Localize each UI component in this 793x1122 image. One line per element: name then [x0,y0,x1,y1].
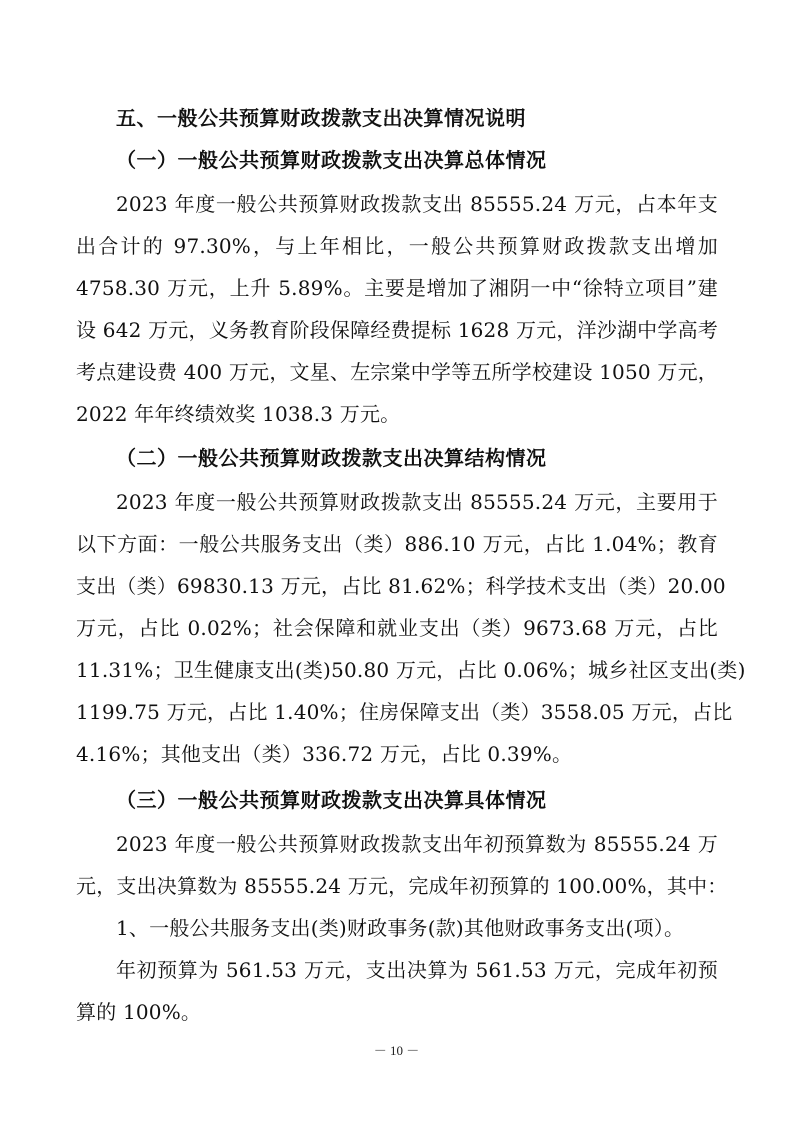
paragraph-line: 年初预算为 561.53 万元，支出决算为 561.53 万元，完成年初预 [116,958,718,982]
paragraph-line: 1、一般公共服务支出(类)财政事务(款)其他财政事务支出(项）。 [116,916,685,940]
paragraph-line: 以下方面：一般公共服务支出（类）886.10 万元，占比 1.04%；教育 [76,532,718,556]
paragraph-line: 算的 100%。 [76,1000,202,1024]
paragraph-line: 元，支出决算数为 85555.24 万元，完成年初预算的 100.00%，其中： [76,874,728,898]
paragraph-line: 万元，占比 0.02%；社会保障和就业支出（类）9673.68 万元，占比 [76,616,718,640]
paragraph-line: 4.16%；其他支出（类）336.72 万元，占比 0.39%。 [76,742,573,766]
paragraph-line: 考点建设费 400 万元，文星、左宗棠中学等五所学校建设 1050 万元， [76,360,718,384]
paragraph-line: 2023 年度一般公共预算财政拨款支出 85555.24 万元，占本年支 [116,192,718,216]
page-number: － 10 － [373,1043,420,1058]
paragraph-line: 设 642 万元，义务教育阶段保障经费提标 1628 万元，洋沙湖中学高考 [76,318,718,342]
paragraph-line: 1199.75 万元，占比 1.40%；住房保障支出（类）3558.05 万元，占比 [76,700,733,724]
subsection-1-heading: （一）一般公共预算财政拨款支出决算总体情况 [116,148,547,172]
paragraph-line: 4758.30 万元，上升 5.89%。主要是增加了湘阴一中“徐特立项目”建 [76,276,718,300]
paragraph-line: 支出（类）69830.13 万元，占比 81.62%；科学技术支出（类）20.00 [76,574,726,598]
subsection-3-heading: （三）一般公共预算财政拨款支出决算具体情况 [116,788,547,812]
paragraph-line: 2023 年度一般公共预算财政拨款支出 85555.24 万元，主要用于 [116,490,718,514]
section-title: 五、一般公共预算财政拨款支出决算情况说明 [116,106,526,130]
paragraph-line: 11.31%；卫生健康支出(类)50.80 万元，占比 0.06%；城乡社区支出(类) [76,658,746,682]
subsection-2-heading: （二）一般公共预算财政拨款支出决算结构情况 [116,446,547,470]
paragraph-line: 出合计的 97.30%，与上年相比，一般公共预算财政拨款支出增加 [76,234,718,258]
paragraph-line: 2023 年度一般公共预算财政拨款支出年初预算数为 85555.24 万 [116,832,718,856]
paragraph-line: 2022 年年终绩效奖 1038.3 万元。 [76,402,401,426]
